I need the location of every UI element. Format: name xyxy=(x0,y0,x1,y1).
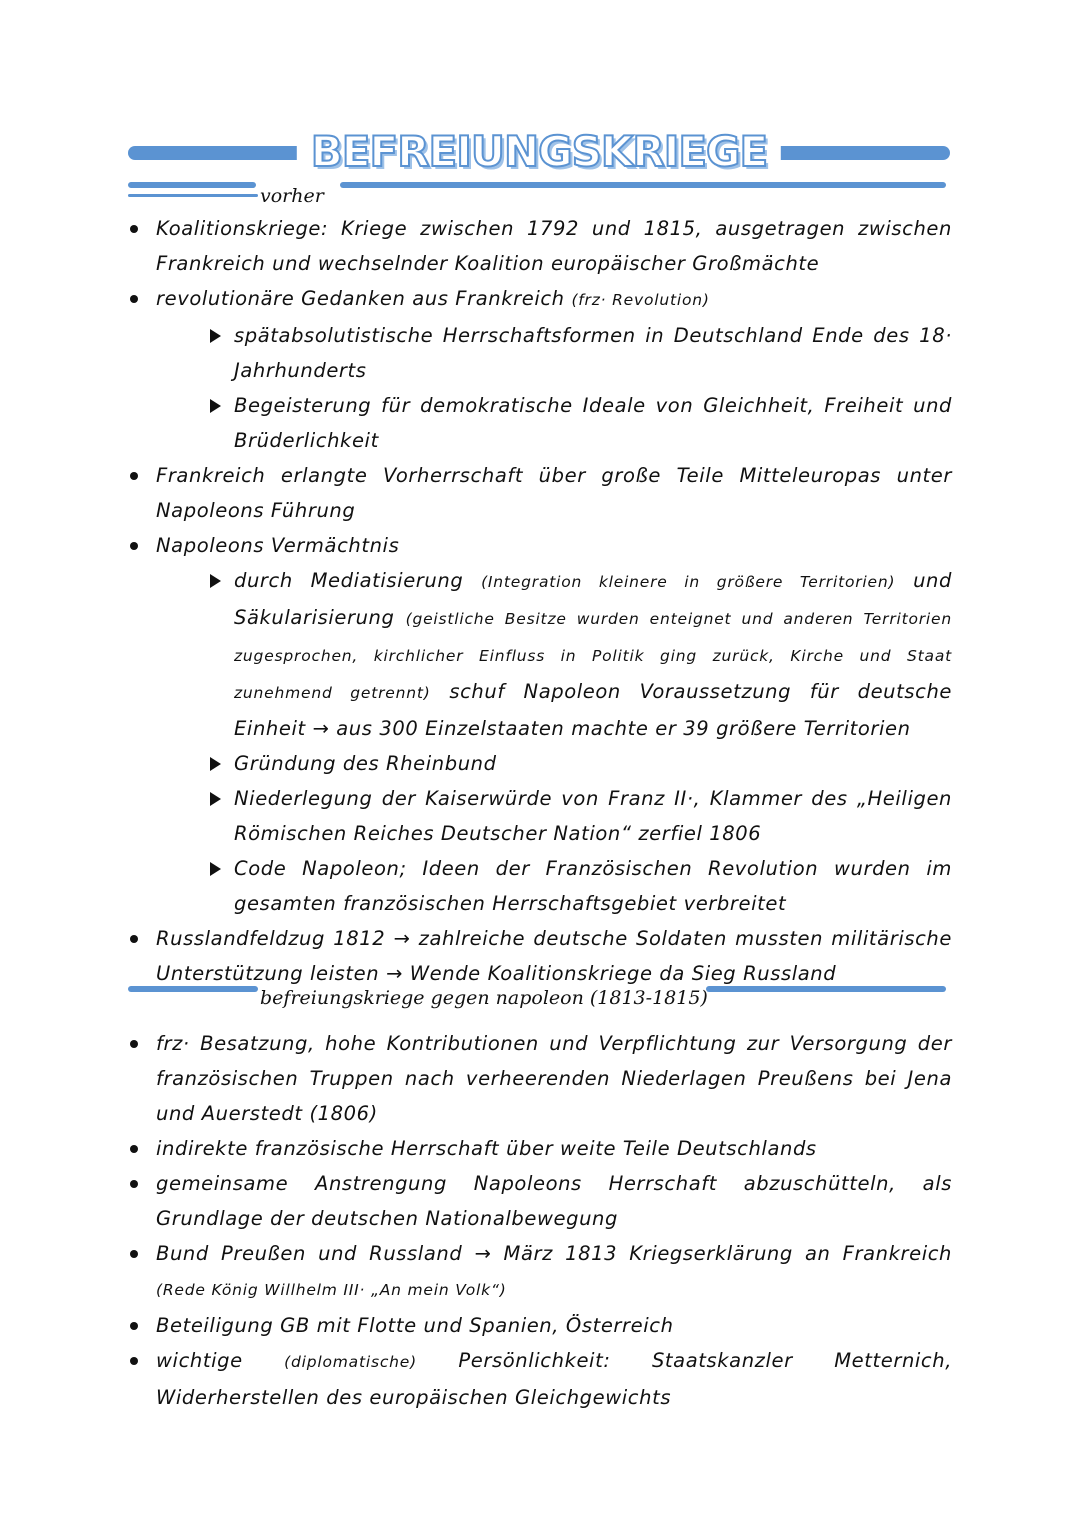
sub-list xyxy=(156,563,952,921)
page-title: BEFREIUNGSKRIEGE xyxy=(297,128,781,176)
list-item: Bund Preußen und Russland → März 1813 Kriegserklärung an Frankreich (Rede König Willhelm III· „An mein Volk“) xyxy=(128,1236,952,1308)
list-item: frz· Besatzung, hohe Kontributionen und Verpflichtung zur Versorgung der französischen Truppen nach verheerenden Niederlagen Preußens bei Jena und Auerstedt (1806) xyxy=(128,1026,952,1131)
sub-list-item: durch Mediatisierung (Integration kleinere in größere Territorien) und Säkularisierung (geistliche Besitze wurden enteignet und anderen Territorien zugesprochen, kirchlicher Einfluss in Politik ging zurück, Kirche und Staat zunehmend getrennt) schuf Napoleon Voraussetzung für deutsche Einheit → aus 300 Einzelstaaten machte er 39 größere Territorien xyxy=(182,563,952,746)
sub-list-item: Code Napoleon; Ideen der Französischen Revolution wurden im gesamten französischen Herrschaftsgebiet verbreitet xyxy=(182,851,952,921)
sub-list-item: Begeisterung für demokratische Ideale von Gleichheit, Freiheit und Brüderlichkeit xyxy=(182,388,952,458)
section-divider-befreiungskriege xyxy=(128,986,946,1016)
notes-content xyxy=(128,211,952,1415)
section-label-befreiungskriege: befreiungskriege gegen napoleon (1813-1815) xyxy=(260,987,708,1009)
list-item: Russlandfeldzug 1812 → zahlreiche deutsche Soldaten mussten militärische Unterstützung leisten → Wende Koalitionskriege da Sieg Russland xyxy=(128,921,952,991)
list-item: Beteiligung GB mit Flotte und Spanien, Österreich xyxy=(128,1308,952,1343)
list-item: Napoleons Vermächtnis durch Mediatisierung (Integration kleinere in größere Territorien) und Säkularisierung (geistliche Besitze wurden enteignet und anderen Territorien zugesprochen, kirchlicher Einfluss in Politik ging zurück, Kirche und Staat zunehmend getrennt) schuf Napoleon Voraussetzung für deutsche Einheit → aus 300 Einzelstaaten machte er 39 größere Territorien Gründung des Rheinbund Niederlegung der Kaiserwürde von Franz II·, Klammer des „Heiligen Römischen Reiches Deutscher Nation“ zerfiel 1806 Code Napoleon; Ideen der Französischen Revolution wurden im gesamten französischen Herrschaftsgebiet verbreitet xyxy=(128,528,952,921)
sub-list-item: Niederlegung der Kaiserwürde von Franz II·, Klammer des „Heiligen Römischen Reiches Deutscher Nation“ zerfiel 1806 xyxy=(182,781,952,851)
section-list-vorher xyxy=(128,211,952,991)
list-item: revolutionäre Gedanken aus Frankreich (frz· Revolution) spätabsolutistische Herrschaftsformen in Deutschland Ende des 18· Jahrhunderts Begeisterung für demokratische Ideale von Gleichheit, Freiheit und Brüderlichkeit xyxy=(128,281,952,458)
title-banner xyxy=(128,128,950,178)
section-divider-vorher xyxy=(128,182,946,212)
list-item: Koalitionskriege: Kriege zwischen 1792 und 1815, ausgetragen zwischen Frankreich und wechselnder Koalition europäischer Großmächte xyxy=(128,211,952,281)
section-label-vorher: vorher xyxy=(260,185,324,207)
sub-list xyxy=(156,318,952,458)
sub-list-item: spätabsolutistische Herrschaftsformen in Deutschland Ende des 18· Jahrhunderts xyxy=(182,318,952,388)
section-list-befreiungskriege xyxy=(128,1026,952,1415)
list-item: wichtige (diplomatische) Persönlichkeit: Staatskanzler Metternich, Widerherstellen des europäischen Gleichgewichts xyxy=(128,1343,952,1415)
list-item: Frankreich erlangte Vorherrschaft über große Teile Mitteleuropas unter Napoleons Führung xyxy=(128,458,952,528)
sub-list-item: Gründung des Rheinbund xyxy=(182,746,952,781)
list-item: gemeinsame Anstrengung Napoleons Herrschaft abzuschütteln, als Grundlage der deutschen Nationalbewegung xyxy=(128,1166,952,1236)
list-item: indirekte französische Herrschaft über weite Teile Deutschlands xyxy=(128,1131,952,1166)
